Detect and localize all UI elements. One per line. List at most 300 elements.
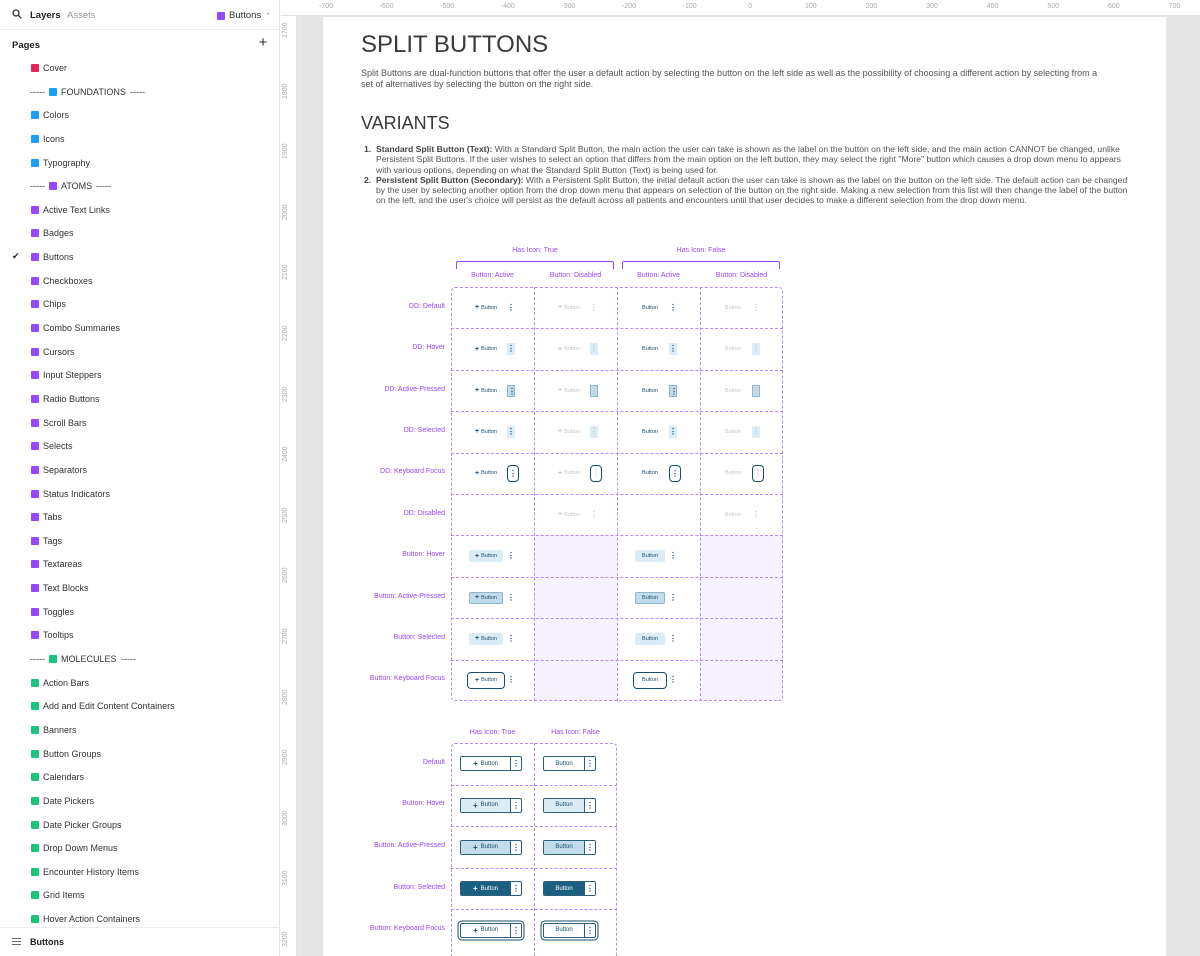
- plus-icon: +: [558, 345, 563, 353]
- ruler-tick-label: -100: [682, 3, 697, 10]
- button-label: Button: [481, 594, 497, 601]
- sidebar-page-item[interactable]: [0, 292, 280, 316]
- split-button-main[interactable]: [544, 757, 584, 770]
- page-label: Active Text Links: [43, 204, 110, 215]
- page-color-swatch: [31, 466, 39, 474]
- page-label: Icons: [43, 133, 65, 144]
- more-dropdown-button[interactable]: ⋮: [507, 465, 519, 482]
- layer-bar: [0, 927, 280, 956]
- sidebar-page-item[interactable]: [0, 198, 280, 222]
- split-button-main: [718, 509, 748, 521]
- page-color-swatch: [31, 726, 39, 734]
- button-label: Button: [481, 635, 497, 642]
- split-button-main[interactable]: [461, 924, 510, 937]
- sidebar-page-item[interactable]: [0, 860, 280, 884]
- row-header: Button: Selected: [393, 883, 445, 891]
- page-color-swatch: [31, 844, 39, 852]
- variant-item: 1. Standard Split Button (Text): With a Standard Split Button, the main action the user can take is shown as the label on the button on the left side, and the main action CANNOT be changed, unlike Persistent Split Buttons. If the user wishes to select an option that differs from the main option on the left button, they may select the right "More" button which causes a drop down menu to appears with various options, depending on what the Standard Split Button (Text) is being used for.: [364, 144, 1121, 175]
- sidebar-page-item[interactable]: [0, 411, 280, 435]
- persistent-split-button[interactable]: [543, 840, 596, 855]
- page-color-swatch: [31, 490, 39, 498]
- split-button-main[interactable]: [469, 385, 503, 397]
- page-color-swatch: [31, 253, 39, 261]
- button-label: Button: [481, 428, 497, 435]
- split-button-main: [552, 385, 586, 397]
- plus-icon: +: [558, 511, 563, 519]
- sidebar-page-item[interactable]: [0, 316, 280, 340]
- page-label: Buttons: [43, 252, 74, 263]
- button-label: Button: [480, 927, 499, 934]
- button-label: Button: [642, 387, 658, 394]
- split-button-main[interactable]: [544, 841, 584, 854]
- more-dropdown-button[interactable]: ⋮: [669, 633, 677, 643]
- plus-icon: +: [472, 759, 478, 769]
- ruler-tick-label: 2700: [282, 628, 289, 644]
- group-bracket: [456, 261, 614, 269]
- ruler-tick-label: 3100: [282, 870, 289, 887]
- search-icon[interactable]: [12, 9, 22, 19]
- more-dropdown-button[interactable]: ⋮: [507, 426, 515, 436]
- page-label: Banners: [43, 724, 77, 735]
- component-icon: [217, 12, 225, 20]
- sidebar-page-item[interactable]: [0, 245, 280, 269]
- more-dropdown-button[interactable]: ⋮: [512, 884, 520, 894]
- canvas[interactable]: [281, 0, 1200, 956]
- separator-dashes: -----: [30, 86, 45, 97]
- page-color-swatch: [31, 679, 39, 687]
- split-button-main[interactable]: [635, 426, 665, 438]
- page-color-swatch: [31, 631, 39, 639]
- column-header: Button: Disabled: [549, 272, 602, 279]
- check-icon: ✔: [12, 251, 20, 262]
- ruler-tick-label: 500: [1047, 3, 1060, 10]
- more-dropdown-button[interactable]: ⋮: [670, 386, 678, 396]
- sidebar-page-item[interactable]: [0, 458, 280, 482]
- sidebar-page-item[interactable]: [0, 363, 280, 387]
- split-button-main: [552, 467, 586, 479]
- page-label: Separators: [43, 464, 88, 475]
- more-dropdown-button[interactable]: ⋮: [669, 675, 677, 685]
- page-color-swatch: [31, 821, 39, 829]
- column-header: Button: Active: [637, 272, 680, 279]
- row-header: Default: [422, 758, 445, 766]
- ruler-tick-label: -600: [379, 3, 394, 10]
- persistent-split-button[interactable]: [543, 798, 596, 813]
- more-dropdown-button[interactable]: ⋮: [508, 386, 516, 396]
- button-label: Button: [555, 760, 573, 767]
- sidebar-page-item[interactable]: [0, 127, 280, 151]
- layers-panel: [0, 0, 280, 956]
- sidebar-page-item[interactable]: [0, 600, 280, 624]
- button-label: Button: [555, 802, 573, 809]
- more-dropdown-button: ⋮: [752, 344, 760, 354]
- plus-icon: +: [472, 884, 478, 894]
- split-button-main[interactable]: [461, 882, 510, 895]
- page-color-swatch: [31, 537, 39, 545]
- sidebar-page-item[interactable]: [0, 103, 280, 127]
- sidebar-page-item[interactable]: [0, 221, 280, 245]
- more-dropdown-button: ⋮: [752, 426, 760, 436]
- ruler-tick-label: -300: [561, 3, 576, 10]
- tab-layers[interactable]: Layers: [30, 10, 61, 21]
- page-color-swatch: [31, 395, 39, 403]
- ruler-tick-label: 1800: [282, 83, 289, 99]
- split-button-main[interactable]: [635, 343, 665, 355]
- split-button-main[interactable]: [635, 592, 665, 604]
- more-dropdown-button[interactable]: ⋮: [586, 925, 594, 935]
- sidebar-page-item[interactable]: [0, 505, 280, 529]
- button-label: Button: [725, 511, 741, 518]
- sidebar-page-item[interactable]: [0, 434, 280, 458]
- separator-dashes: -----: [30, 654, 45, 665]
- button-label: Button: [481, 677, 497, 684]
- row-header: Button: Active-Pressed: [374, 842, 445, 849]
- split-button-main[interactable]: [461, 841, 510, 854]
- separator-dashes: -----: [130, 86, 145, 97]
- button-label: Button: [642, 428, 658, 435]
- separator-label: FOUNDATIONS: [61, 86, 126, 97]
- persistent-split-button[interactable]: [460, 881, 522, 896]
- more-dropdown-button: ⋮: [590, 344, 598, 354]
- page-separator[interactable]: [0, 647, 280, 671]
- row-header: DD: Hover: [412, 344, 445, 352]
- row-header: DD: Default: [408, 302, 445, 310]
- button-label: Button: [480, 802, 499, 809]
- page-label: Scroll Bars: [43, 417, 87, 428]
- sidebar-page-item[interactable]: [0, 694, 280, 718]
- sidebar-page-item[interactable]: [0, 718, 280, 742]
- tab-assets[interactable]: Assets: [67, 10, 96, 21]
- page-color-swatch: [31, 773, 39, 781]
- sidebar-page-item[interactable]: [0, 56, 280, 80]
- page-color-swatch: [31, 442, 39, 450]
- page-label: Cover: [43, 63, 68, 73]
- page-color-swatch: [31, 584, 39, 592]
- plus-icon: +: [475, 469, 480, 477]
- ruler-tick-label: -700: [318, 3, 334, 10]
- button-label: Button: [642, 635, 658, 642]
- more-dropdown-button[interactable]: ⋮: [507, 592, 515, 602]
- page-color-swatch: [31, 135, 39, 143]
- more-dropdown-button[interactable]: ⋮: [669, 551, 677, 561]
- page-label: Date Picker Groups: [43, 819, 122, 830]
- page-color-swatch: [31, 513, 39, 521]
- add-page-icon[interactable]: +: [258, 34, 268, 51]
- sidebar-page-item[interactable]: [0, 552, 280, 576]
- split-button-main: [718, 302, 748, 314]
- plus-icon: +: [472, 800, 478, 810]
- split-button-main: [718, 467, 748, 479]
- more-dropdown-button[interactable]: ⋮: [507, 675, 515, 685]
- page-color-swatch: [49, 182, 57, 190]
- button-label: Button: [480, 844, 499, 850]
- page-separator[interactable]: [0, 80, 280, 104]
- sidebar-page-item[interactable]: [0, 482, 280, 506]
- button-label: Button: [481, 470, 497, 477]
- page-title: SPLIT BUTTONS: [361, 31, 549, 58]
- page-label: Badges: [43, 228, 74, 239]
- split-button-main[interactable]: [544, 799, 584, 812]
- button-label: Button: [481, 346, 497, 353]
- split-button-main[interactable]: [469, 426, 503, 438]
- sidebar-page-item[interactable]: [0, 340, 280, 364]
- more-dropdown-button[interactable]: ⋮: [507, 551, 515, 561]
- grid-divider: [451, 660, 783, 661]
- separator-dashes: -----: [96, 181, 111, 192]
- ruler-tick-label: 100: [804, 3, 817, 10]
- row-header: Button: Hover: [402, 800, 445, 808]
- button-label: Button: [564, 428, 580, 435]
- split-button-main[interactable]: [633, 672, 667, 689]
- page-color-swatch: [31, 111, 39, 119]
- plus-icon: +: [475, 304, 480, 312]
- more-dropdown-button[interactable]: ⋮: [669, 465, 681, 482]
- button-label: Button: [555, 885, 573, 892]
- ruler-tick-label: 2100: [282, 264, 289, 281]
- page-label: Hover Action Containers: [43, 914, 141, 925]
- more-dropdown-button: ⋮: [590, 465, 602, 482]
- button-label: Button: [642, 304, 658, 311]
- button-label: Button: [564, 304, 580, 311]
- page-label: Checkboxes: [43, 275, 93, 286]
- column-header: Has Icon: True: [469, 729, 516, 736]
- ruler-tick-label: 400: [986, 3, 999, 10]
- sidebar-page-item[interactable]: [0, 883, 280, 907]
- ruler-tick-label: -500: [440, 3, 455, 10]
- plus-icon: +: [475, 552, 480, 560]
- button-label: Button: [564, 470, 580, 477]
- ruler-tick-label: -400: [500, 3, 515, 10]
- ruler-tick-label: 0: [748, 3, 753, 10]
- grid-divider: [451, 785, 617, 786]
- page-color-swatch: [31, 868, 39, 876]
- split-button-main[interactable]: [469, 550, 503, 562]
- split-button-main[interactable]: [469, 343, 503, 355]
- more-dropdown-button[interactable]: ⋮: [512, 842, 520, 852]
- persistent-split-button[interactable]: [543, 923, 596, 938]
- page-color-swatch: [31, 891, 39, 899]
- page-color-swatch: [31, 371, 39, 379]
- page-label: Colors: [43, 110, 70, 121]
- layer-title[interactable]: Buttons: [30, 937, 64, 947]
- row-header: DD: Active-Pressed: [384, 385, 445, 393]
- button-label: Button: [481, 387, 497, 394]
- split-button-main[interactable]: [544, 882, 584, 895]
- page-color-swatch: [31, 159, 39, 167]
- persistent-split-button[interactable]: [543, 881, 596, 896]
- button-label: Button: [564, 387, 580, 394]
- sidebar-page-item[interactable]: [0, 151, 280, 175]
- grid-divider: [451, 909, 617, 910]
- more-dropdown-button[interactable]: ⋮: [507, 344, 515, 354]
- plus-icon: +: [558, 428, 563, 436]
- button-label: Button: [642, 677, 658, 684]
- split-button-main: [552, 343, 586, 355]
- ruler-horizontal: [281, 0, 1200, 16]
- chevron-up-icon: ⌃: [265, 12, 272, 20]
- row-header: Button: Hover: [402, 551, 445, 559]
- plus-icon: +: [475, 635, 480, 643]
- split-button-main[interactable]: [635, 467, 665, 479]
- row-header: DD: Selected: [403, 426, 445, 434]
- split-button-main[interactable]: [467, 672, 505, 689]
- split-button-main: [718, 426, 748, 438]
- sidebar-page-item[interactable]: [0, 789, 280, 813]
- current-page-selector[interactable]: [217, 10, 271, 21]
- sidebar-page-item[interactable]: [0, 765, 280, 789]
- grid-divider: [451, 868, 617, 869]
- button-label: Button: [555, 927, 573, 934]
- button-label: Button: [480, 760, 499, 767]
- row-header: Button: Keyboard Focus: [369, 925, 445, 933]
- more-dropdown-button[interactable]: ⋮: [512, 759, 520, 769]
- split-button-main[interactable]: [635, 633, 665, 645]
- page-label: Add and Edit Content Containers: [43, 701, 175, 712]
- more-dropdown-button: ⋮: [752, 302, 760, 312]
- grid-divider: [451, 618, 783, 619]
- more-dropdown-button[interactable]: ⋮: [669, 426, 677, 436]
- ruler-tick-label: 2500: [282, 507, 289, 523]
- ruler-tick-label: 1900: [282, 143, 289, 160]
- persistent-split-button[interactable]: [460, 756, 522, 771]
- split-button-main[interactable]: [469, 592, 503, 604]
- current-page-label: Buttons: [229, 10, 262, 21]
- page-label: Tags: [43, 535, 63, 546]
- plus-icon: +: [472, 842, 478, 852]
- page-color-swatch: [31, 419, 39, 427]
- sidebar-page-item[interactable]: [0, 623, 280, 647]
- row-header: DD: Disabled: [403, 509, 445, 517]
- sidebar-page-item[interactable]: [0, 671, 280, 695]
- page-label: Tabs: [43, 512, 63, 523]
- column-header: Has Icon: False: [551, 729, 600, 736]
- button-label: Button: [480, 885, 499, 892]
- split-button-main[interactable]: [461, 757, 510, 770]
- page-list: [0, 56, 280, 931]
- split-button-main: [552, 426, 586, 438]
- row-header: DD: Keyboard Focus: [380, 468, 445, 476]
- ruler-tick-label: 700: [1168, 3, 1181, 10]
- more-dropdown-button[interactable]: ⋮: [507, 633, 515, 643]
- button-label: Button: [642, 553, 658, 560]
- sidebar-page-item[interactable]: [0, 529, 280, 553]
- group-bracket: [622, 261, 780, 269]
- page-label: Encounter History Items: [43, 866, 140, 877]
- ruler-tick-label: 2900: [282, 749, 289, 766]
- plus-icon: +: [475, 676, 480, 684]
- page-separator[interactable]: [0, 174, 280, 198]
- group-label: Has Icon: False: [676, 247, 726, 254]
- page-label: Chips: [43, 299, 67, 310]
- more-dropdown-button[interactable]: ⋮: [586, 884, 594, 894]
- ruler-tick-label: 2800: [282, 689, 289, 705]
- sidebar-page-item[interactable]: [0, 387, 280, 411]
- persistent-split-button[interactable]: [460, 923, 522, 938]
- split-button-main[interactable]: [469, 467, 503, 479]
- split-button-main[interactable]: [469, 633, 503, 645]
- page-label: Text Blocks: [43, 583, 89, 594]
- page-label: Drop Down Menus: [43, 843, 118, 854]
- button-label: Button: [564, 511, 580, 518]
- more-dropdown-button[interactable]: ⋮: [586, 800, 594, 810]
- page-color-swatch: [31, 608, 39, 616]
- separator-dashes: -----: [121, 654, 136, 665]
- ruler-tick-label: 1700: [282, 22, 289, 38]
- sidebar-page-item[interactable]: [0, 269, 280, 293]
- buttons-frame[interactable]: [323, 17, 1166, 956]
- more-dropdown-button[interactable]: ⋮: [669, 302, 677, 312]
- persistent-split-button[interactable]: [460, 840, 522, 855]
- more-dropdown-button[interactable]: ⋮: [586, 842, 594, 852]
- button-label: Button: [725, 470, 741, 477]
- grid-divider: [451, 577, 783, 578]
- sidebar-page-item[interactable]: [0, 576, 280, 600]
- page-label: Tooltips: [43, 630, 74, 641]
- more-dropdown-button: ⋮: [752, 509, 760, 519]
- page-color-swatch: [49, 655, 57, 663]
- page-color-swatch: [31, 300, 39, 308]
- grid-divider: [451, 453, 783, 454]
- more-dropdown-button[interactable]: ⋮: [512, 800, 520, 810]
- more-dropdown-button[interactable]: ⋮: [586, 759, 594, 769]
- row-header: Button: Keyboard Focus: [369, 675, 445, 683]
- persistent-split-button[interactable]: [460, 798, 522, 813]
- sidebar-page-item[interactable]: [0, 836, 280, 860]
- split-button-main[interactable]: [469, 302, 503, 314]
- split-button-main: [552, 302, 586, 314]
- more-dropdown-button[interactable]: ⋮: [512, 925, 520, 935]
- split-button-main[interactable]: [461, 799, 510, 812]
- page-color-swatch: [31, 206, 39, 214]
- button-label: Button: [642, 594, 658, 601]
- sidebar-page-item[interactable]: [0, 742, 280, 766]
- plus-icon: +: [558, 304, 563, 312]
- page-label: Combo Summaries: [43, 323, 121, 334]
- persistent-split-button[interactable]: [543, 756, 596, 771]
- separator-label: MOLECULES: [61, 654, 117, 665]
- more-dropdown-button[interactable]: ⋮: [669, 344, 677, 354]
- split-button-main: [718, 385, 748, 397]
- button-label: Button: [564, 346, 580, 353]
- page-label: Action Bars: [43, 677, 90, 688]
- ruler-tick-label: 300: [926, 3, 938, 10]
- more-dropdown-button[interactable]: ⋮: [507, 302, 515, 312]
- split-button-main[interactable]: [544, 924, 584, 937]
- ruler-tick-label: 3200: [282, 931, 289, 947]
- split-button-main[interactable]: [635, 550, 665, 562]
- button-label: Button: [555, 844, 573, 850]
- split-button-main[interactable]: [635, 385, 665, 397]
- page-label: Textareas: [43, 559, 83, 570]
- page-label: Status Indicators: [43, 488, 111, 499]
- plus-icon: +: [475, 387, 480, 394]
- sidebar-page-item[interactable]: [0, 813, 280, 837]
- plus-icon: +: [475, 594, 480, 601]
- plus-icon: +: [472, 925, 478, 935]
- page-label: Radio Buttons: [43, 393, 100, 404]
- grid-divider: [451, 826, 617, 827]
- page-color-swatch: [31, 64, 39, 72]
- variants-list: [361, 144, 1136, 206]
- split-button-main[interactable]: [635, 302, 665, 314]
- more-dropdown-button[interactable]: ⋮: [669, 592, 677, 602]
- plus-icon: +: [475, 345, 480, 353]
- column-header: Button: Active: [471, 272, 514, 279]
- grid-divider: [451, 370, 783, 371]
- plus-icon: +: [475, 428, 480, 436]
- page-color-swatch: [31, 702, 39, 710]
- button-label: Button: [481, 553, 497, 560]
